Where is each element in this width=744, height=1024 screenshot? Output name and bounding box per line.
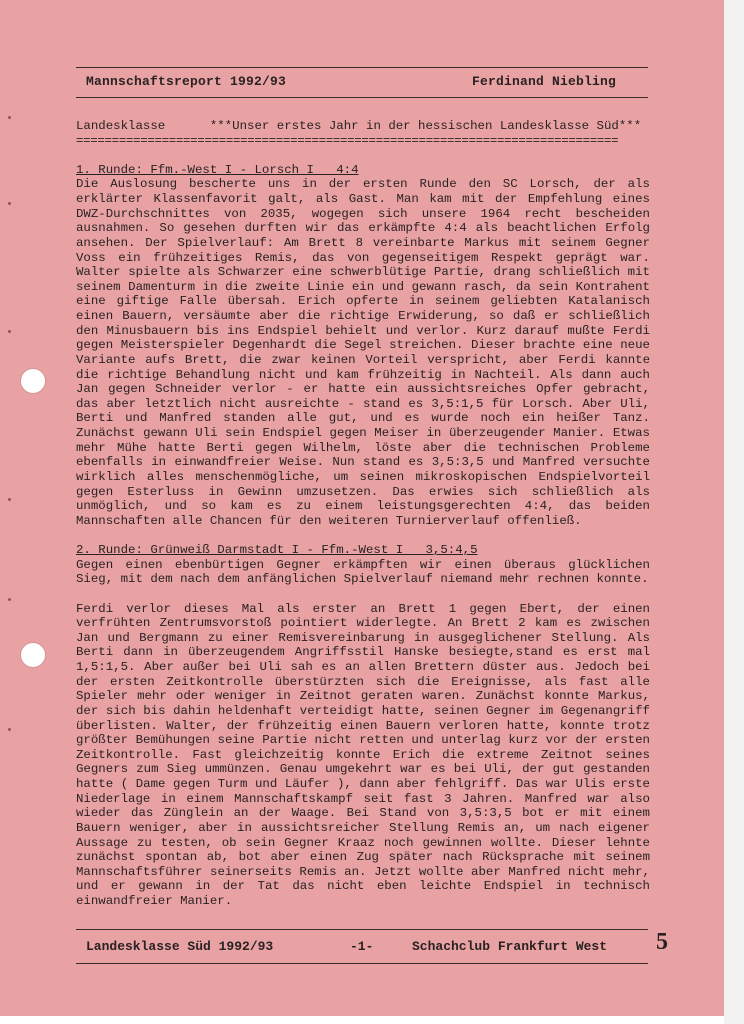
- paper-speck: [8, 330, 11, 333]
- footer-center: -1-: [350, 939, 374, 954]
- page-number: 5: [656, 929, 668, 955]
- round2-paragraph-report: Ferdi verlor dieses Mal als erster an Brett 1 gegen Ebert, der einen verfrühten Zentrumsvorstoß pointiert widerlegte. An Brett 2 kam es zwischen Jan und Bergmann zu einer Remisvereinbarung in ausgeglichener Stellung. Als Berti dann in überzeugendem Angriffsstil Hanske besiegte,stand es erst mal 1,5:1,5. Aber außer bei Uli sah es an allen Brettern düster aus. Jedoch bei der ersten Zeitkontrolle überstürzten sich die Ereignisse, als fast alle Spieler mehr oder weniger in Zeitnot geraten waren. Zunächst konnte Markus, der sich bis dahin heldenhaft verteidigt hatte, seinen Gegner im Gegenangriff überlisten. Walter, der frühzeitig einen Bauern verloren hatte, konnte trotz größter Bemühungen seine Partie nicht retten und unterlag kurz vor der ersten Zeitkontrolle. Fast gleichzeitig konnte Erich die extreme Zeitnot seines Gegners zum Sieg ummünzen. Genau umgekehrt war es bei Uli, der gut gestanden hatte ( Dame gegen Turm und Läufer ), dann aber fehlgriff. Das war Ulis erste Niederlage in einem Mannschaftskampf seit fast 3 Jahren. Manfred war also wieder das Zünglein an der Waage. Bei Stand von 3,5:3,5 bot er mit einem Bauern weniger, aber in aussichtsreicher Stellung Remis an, um nach eigener Aussage zu testen, ob sein Gegner Kraaz noch gewinnen wollte. Dieser lehnte zunächst spontan ab, bot aber einen Zug später nach Rücksprache mit seinem Mannschaftsführer seinerseits Remis an. Jetzt wollte aber Manfred nicht mehr, und er gewann in der Tat das nicht eben leichte Endspiel in technisch einwandfreier Manier.: [76, 601, 650, 909]
- header-rule-top: [76, 67, 648, 68]
- paper-speck: [8, 598, 11, 601]
- paper-speck: [8, 116, 11, 119]
- round2-heading: 2. Runde: Grünweiß Darmstadt I - Ffm.-West I 3,5:4,5: [76, 543, 478, 558]
- round1-heading: 1. Runde: Ffm.-West I - Lorsch I 4:4: [76, 162, 359, 177]
- header-rule-bottom: [76, 97, 648, 98]
- report-body: [76, 119, 650, 909]
- footer-rule-bottom: [76, 963, 648, 964]
- header-left: Mannschaftsreport 1992/93: [86, 74, 287, 89]
- scan-edge: [724, 0, 744, 1024]
- round1-paragraph: Die Auslosung bescherte uns in der ersten Runde den SC Lorsch, der als erklärter Klassenfavorit galt, als Gast. Man kam mit der Empfehlung eines DWZ-Durchschnittes von 2035, wogegen sich unsere 1964 recht bescheiden ausnahmen. So gesehen durften wir das erkämpfte 4:4 als beachtlichen Erfolg ansehen. Der Spielverlauf: Am Brett 8 vereinbarte Markus mit seinem Gegner Voss ein frühzeitiges Remis, das von gegenseitigem Respekt geprägt war. Walter spielte als Schwarzer eine schwerblütige Partie, drang schließlich mit seinem Damenturm in die zweite Linie ein und gewann rasch, da sein Kontrahent eine giftige Falle übersah. Erich opferte in seinem geliebten Katalanisch einen Bauern, versäumte aber die richtige Erwiderung, so daß er schließlich den Minusbauern bis ins Endspiel behielt und verlor. Kurz darauf mußte Ferdi gegen Meisterspieler Degenhardt die Segel streichen. Dieser brachte eine neue Variante aufs Brett, die zwar keinen Vorteil verspricht, aber Ferdi kannte die richtige Behandlung nicht und kam frühzeitig in Nachteil. Als dann auch Jan gegen Schneider verlor - er hatte ein aussichtsreiches Opfer gebracht, das aber letztlich nicht ausreichte - stand es 3,5:1,5 für Lorsch. Aber Uli, Berti und Manfred standen alle gut, und es wurde noch ein heißer Tanz. Zunächst gewann Uli sein Endspiel gegen Meiser in überzeugender Manier. Etwas mehr Mühe hatte Berti gegen Wilhelm, löste aber die technischen Probleme ebenfalls in einwandfreier Weise. Nun stand es 3,5:3,5 und Manfred versuchte wirklich alles menschenmögliche, um seinen mikroskopischen Endspielvorteil gegen Esterluss in Gewinn umzusetzen. Das erwies sich schließlich als unmöglich, und so kam es zu einem leistungsgerechten 4:4, das beiden Mannschaften alle Chancen für den weiteren Turnierverlauf offenließ.: [76, 177, 650, 528]
- paper-speck: [8, 728, 11, 731]
- punch-hole: [20, 368, 46, 394]
- paper-speck: [8, 498, 11, 501]
- header-right: Ferdinand Niebling: [472, 74, 617, 89]
- paper-speck: [8, 202, 11, 205]
- footer-rule-top: [76, 929, 648, 930]
- league-line: [76, 119, 650, 134]
- footer-left: Landesklasse Süd 1992/93: [86, 939, 274, 954]
- footer-right: Schachclub Frankfurt West: [412, 939, 608, 954]
- league-label: Landesklasse: [76, 119, 166, 133]
- separator-line: ============================================================================: [76, 133, 619, 148]
- punch-hole: [20, 642, 46, 668]
- round2-paragraph-intro: Gegen einen ebenbürtigen Gegner erkämpften wir einen überaus glücklichen Sieg, mit dem nach dem anfänglichen Spielverlauf niemand mehr rechnen konnte.: [76, 557, 650, 587]
- league-title: ***Unser erstes Jahr in der hessischen Landesklasse Süd***: [209, 119, 642, 133]
